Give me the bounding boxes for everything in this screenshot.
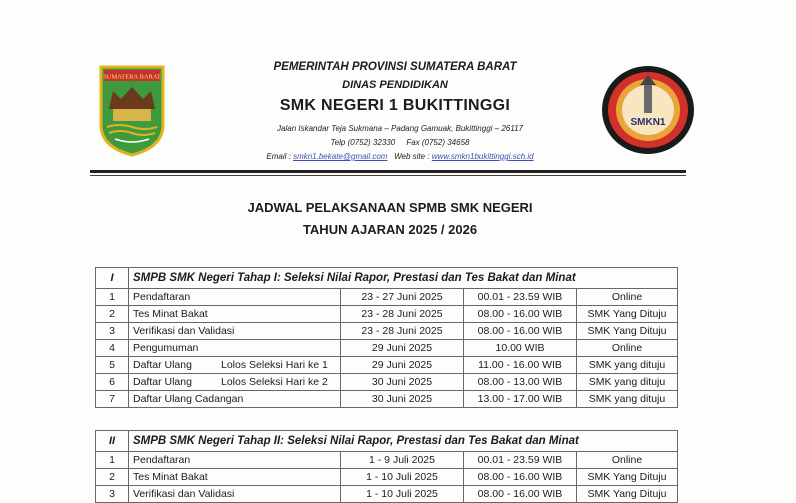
header-divider-thin <box>90 175 686 176</box>
school-address: Jalan Iskandar Teja Sukmana – Padang Gamuak, Bukittinggi – 26117 <box>277 124 523 133</box>
activity-detail: Lolos Seleksi Hari ke 1 <box>221 359 328 371</box>
academic-year-title: TAHUN AJARAN 2025 / 2026 <box>302 222 478 237</box>
website-label: Web site : <box>394 152 430 161</box>
smkn1-school-logo <box>598 63 696 158</box>
table-row <box>96 486 678 503</box>
phone-number: Telp (0752) 32330 <box>330 138 396 147</box>
section-title: SMPB SMK Negeri Tahap II: Seleksi Nilai Rapor, Prestasi dan Tes Bakat dan Minat <box>129 431 678 452</box>
time-cell: 08.00 - 13.00 WIB <box>464 374 577 391</box>
email-link[interactable]: smkn1.bekate@gmail.com <box>293 152 388 161</box>
activity-cell: Pengumuman <box>129 340 341 357</box>
place-cell: SMK Yang Dituju <box>577 469 678 486</box>
place-cell: SMK yang dituju <box>577 374 678 391</box>
table-row <box>96 374 678 391</box>
row-number: 2 <box>96 469 129 486</box>
place-cell: SMK yang dituju <box>577 357 678 374</box>
activity-cell: Pendaftaran <box>129 452 341 469</box>
government-name: PEMERINTAH PROVINSI SUMATERA BARAT <box>273 61 517 73</box>
place-cell: SMK Yang Dituju <box>577 486 678 503</box>
section-title: SMPB SMK Negeri Tahap I: Seleksi Nilai Rapor, Prestasi dan Tes Bakat dan Minat <box>129 268 678 289</box>
table-row <box>96 306 678 323</box>
date-cell: 30 Juni 2025 <box>341 374 464 391</box>
date-cell: 1 - 10 Juli 2025 <box>341 486 464 503</box>
table-row <box>96 452 678 469</box>
school-logo-label: SMKN1 <box>630 117 666 128</box>
row-number: 7 <box>96 391 129 408</box>
email-label: Email : <box>266 152 291 161</box>
time-cell: 08.00 - 16.00 WIB <box>464 323 577 340</box>
activity-cell: Daftar Ulang Cadangan <box>129 391 341 408</box>
website-link[interactable]: www.smkn1bukittinggi.sch.id <box>431 152 534 161</box>
header-divider-thick <box>90 170 686 173</box>
place-cell: Online <box>577 340 678 357</box>
date-cell: 23 - 27 Juni 2025 <box>341 289 464 306</box>
time-cell: 08.00 - 16.00 WIB <box>464 469 577 486</box>
department-name: DINAS PENDIDIKAN <box>342 79 448 91</box>
row-number: 3 <box>96 486 129 503</box>
place-cell: SMK Yang Dituju <box>577 306 678 323</box>
time-cell: 00.01 - 23.59 WIB <box>464 289 577 306</box>
place-cell: Online <box>577 452 678 469</box>
time-cell: 08.00 - 16.00 WIB <box>464 306 577 323</box>
table-row <box>96 323 678 340</box>
section-number: I <box>96 268 129 289</box>
activity-cell <box>129 374 341 391</box>
table-row <box>96 357 678 374</box>
time-cell: 13.00 - 17.00 WIB <box>464 391 577 408</box>
row-number: 3 <box>96 323 129 340</box>
place-cell: Online <box>577 289 678 306</box>
activity-main: Daftar Ulang <box>133 359 192 371</box>
time-cell: 11.00 - 16.00 WIB <box>464 357 577 374</box>
table-row <box>96 340 678 357</box>
section-header-row <box>96 268 678 289</box>
document-title: JADWAL PELAKSANAAN SPMB SMK NEGERI <box>247 200 533 215</box>
date-cell: 1 - 9 Juli 2025 <box>341 452 464 469</box>
contact-phones <box>200 138 600 147</box>
activity-cell: Tes Minat Bakat <box>129 469 341 486</box>
date-cell: 29 Juni 2025 <box>341 340 464 357</box>
row-number: 1 <box>96 289 129 306</box>
table-row <box>96 469 678 486</box>
schedule-table-stage-1 <box>95 267 678 408</box>
schedule-table-stage-2 <box>95 430 678 503</box>
activity-detail: Lolos Seleksi Hari ke 2 <box>221 376 328 388</box>
date-cell: 29 Juni 2025 <box>341 357 464 374</box>
time-cell: 10.00 WIB <box>464 340 577 357</box>
activity-cell: Pendaftaran <box>129 289 341 306</box>
row-number: 5 <box>96 357 129 374</box>
section-number: II <box>96 431 129 452</box>
row-number: 6 <box>96 374 129 391</box>
activity-cell <box>129 357 341 374</box>
row-number: 1 <box>96 452 129 469</box>
table-row <box>96 289 678 306</box>
date-cell: 30 Juni 2025 <box>341 391 464 408</box>
activity-cell: Tes Minat Bakat <box>129 306 341 323</box>
section-header-row <box>96 431 678 452</box>
table-row <box>96 391 678 408</box>
row-number: 2 <box>96 306 129 323</box>
date-cell: 23 - 28 Juni 2025 <box>341 306 464 323</box>
school-name: SMK NEGERI 1 BUKITTINGGI <box>279 97 511 114</box>
activity-cell: Verifikasi dan Validasi <box>129 323 341 340</box>
place-cell: SMK Yang Dituju <box>577 323 678 340</box>
place-cell: SMK yang dituju <box>577 391 678 408</box>
sumbar-emblem-logo <box>99 65 165 157</box>
activity-cell: Verifikasi dan Validasi <box>129 486 341 503</box>
date-cell: 1 - 10 Juli 2025 <box>341 469 464 486</box>
contact-online <box>200 152 600 161</box>
row-number: 4 <box>96 340 129 357</box>
fax-number: Fax (0752) 34658 <box>406 138 470 147</box>
activity-main: Daftar Ulang <box>133 376 192 388</box>
time-cell: 08.00 - 16.00 WIB <box>464 486 577 503</box>
time-cell: 00.01 - 23.59 WIB <box>464 452 577 469</box>
date-cell: 23 - 28 Juni 2025 <box>341 323 464 340</box>
emblem-label: SUMATERA BARAT <box>103 73 161 81</box>
